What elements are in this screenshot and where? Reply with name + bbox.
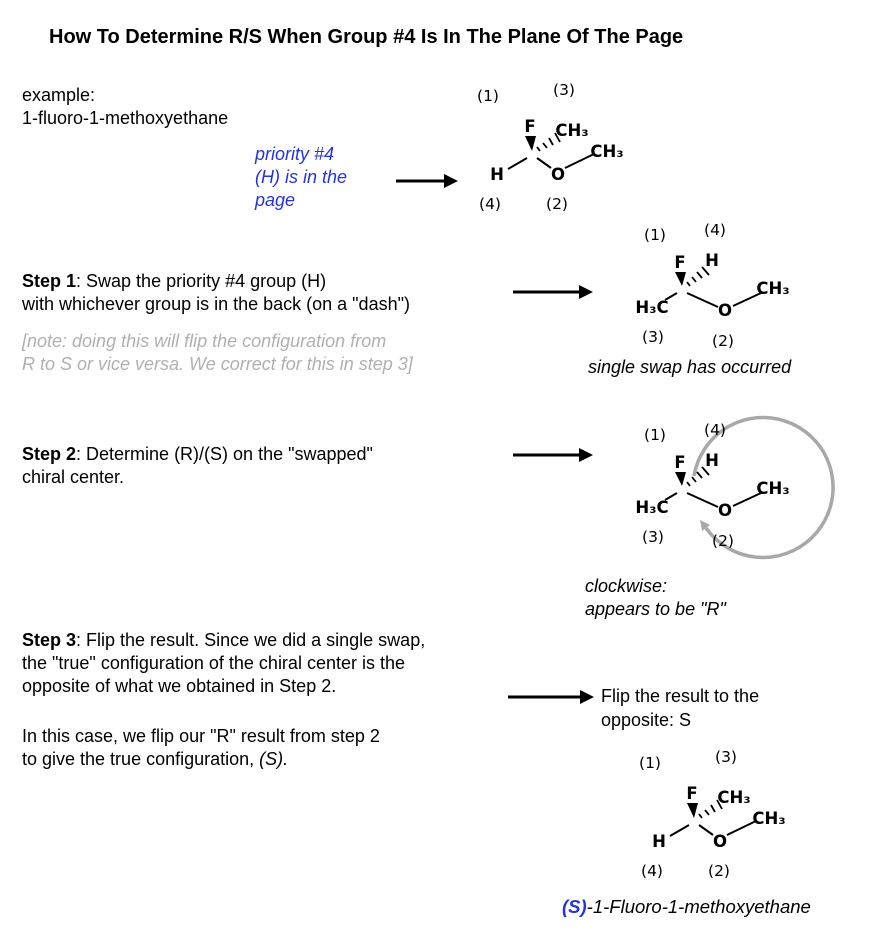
atom-CH3-top: CH₃ <box>717 788 751 807</box>
plain-bonds <box>665 293 761 307</box>
priority-label-3: (3) <box>715 748 737 766</box>
step1-note <box>22 330 413 376</box>
atom-CH3-right: CH₃ <box>590 142 624 161</box>
arrow-right-icon <box>508 686 596 708</box>
atom-CH3-top: CH₃ <box>555 121 589 140</box>
atom-O: O <box>717 501 733 520</box>
final-name-rest: -1-Fluoro-1-methoxyethane <box>586 896 811 917</box>
atom-F: F <box>524 117 536 136</box>
atom-F: F <box>686 784 698 803</box>
priority-label-3: (3) <box>642 328 664 346</box>
wedge-bond <box>675 272 686 286</box>
molecule-swapped-rs-check <box>630 418 810 553</box>
final-compound-name <box>562 896 811 918</box>
step3-line3: opposite of what we obtained in Step 2. <box>22 676 337 696</box>
molecule-original <box>460 78 640 218</box>
step2-line1: Step 2: Determine (R)/(S) on the "swapped" <box>22 444 373 464</box>
arrow-right-icon <box>513 281 595 303</box>
step3-line2: the "true" configuration of the chiral center is the <box>22 653 405 673</box>
priority-label-4: (4) <box>479 195 501 213</box>
page-title: How To Determine R/S When Group #4 Is In The Plane Of The Page <box>49 26 684 48</box>
atom-CH3: CH₃ <box>756 279 790 298</box>
example-compound: 1-fluoro-1-methoxyethane <box>22 108 229 128</box>
wedge-bond <box>525 136 536 151</box>
final-s-config: (S) <box>562 896 587 917</box>
plain-bonds <box>665 493 761 507</box>
atom-H: H <box>490 165 504 184</box>
step1-line2: with whichever group is in the back (on a "dash") <box>22 294 410 314</box>
clockwise-caption <box>585 575 726 621</box>
atom-F: F <box>674 253 686 272</box>
example-block <box>22 84 228 130</box>
molecule-swapped <box>630 218 810 353</box>
step3-text2 <box>22 725 380 771</box>
step3-label: Step 3 <box>22 630 77 650</box>
step1-note-line2: R to S or vice versa. We correct for this in step 3] <box>22 354 413 374</box>
priority-label-2: (2) <box>546 195 568 213</box>
step3-text2-line1: In this case, we flip our "R" result from step 2 <box>22 726 380 746</box>
priority-note-line3: page <box>255 190 296 210</box>
atom-H3C: H₃C <box>635 498 669 517</box>
clockwise-caption-line2: appears to be "R" <box>585 599 726 619</box>
single-swap-caption: single swap has occurred <box>588 357 792 377</box>
atom-O: O <box>717 301 733 320</box>
priority-label-3: (3) <box>642 528 664 546</box>
flip-result-line1: Flip the result to the <box>601 686 760 706</box>
atom-H: H <box>705 451 719 470</box>
priority-note-line1: priority #4 <box>255 144 335 164</box>
molecule-final <box>622 745 802 885</box>
step1-note-line1: [note: doing this will flip the configuration from <box>22 331 387 351</box>
step1-label: Step 1 <box>22 271 77 291</box>
priority-note <box>255 143 347 212</box>
clockwise-caption-line1: clockwise: <box>585 576 668 596</box>
flip-result-text <box>601 684 759 732</box>
atom-O: O <box>550 165 566 184</box>
step3-line1: Step 3: Flip the result. Since we did a single swap, <box>22 630 426 650</box>
priority-label-1: (1) <box>477 87 499 105</box>
atom-O: O <box>712 832 728 851</box>
priority-label-4: (4) <box>704 221 726 239</box>
atom-CH3-right: CH₃ <box>752 809 786 828</box>
priority-label-1: (1) <box>639 754 661 772</box>
atom-H3C: H₃C <box>635 298 669 317</box>
priority-note-line2: (H) is in the <box>255 167 348 187</box>
arrow-right-icon <box>513 444 595 466</box>
step2-line2: chiral center. <box>22 467 125 487</box>
step3-s-italic: (S). <box>259 749 289 769</box>
step2-text <box>22 443 373 489</box>
atom-H: H <box>705 251 719 270</box>
atom-H: H <box>652 832 666 851</box>
priority-label-1: (1) <box>644 226 666 244</box>
priority-label-4: (4) <box>704 421 726 439</box>
step2-label: Step 2 <box>22 444 77 464</box>
step3-text <box>22 629 425 698</box>
step1-text <box>22 270 410 316</box>
priority-label-1: (1) <box>644 426 666 444</box>
arrow-right-icon <box>396 170 460 192</box>
priority-label-3: (3) <box>553 81 575 99</box>
atom-CH3: CH₃ <box>756 479 790 498</box>
step3-text2-line2: to give the true configuration, (S). <box>22 749 289 769</box>
wedge-bond <box>687 803 698 818</box>
example-label: example: <box>22 85 96 105</box>
wedge-bond <box>675 472 686 486</box>
step1-line1: Step 1: Swap the priority #4 group (H) <box>22 271 327 291</box>
priority-label-2: (2) <box>708 862 730 880</box>
atom-F: F <box>674 453 686 472</box>
priority-label-2: (2) <box>712 532 734 550</box>
priority-label-4: (4) <box>641 862 663 880</box>
priority-label-2: (2) <box>712 332 734 350</box>
flip-result-line2: opposite: S <box>601 710 692 730</box>
